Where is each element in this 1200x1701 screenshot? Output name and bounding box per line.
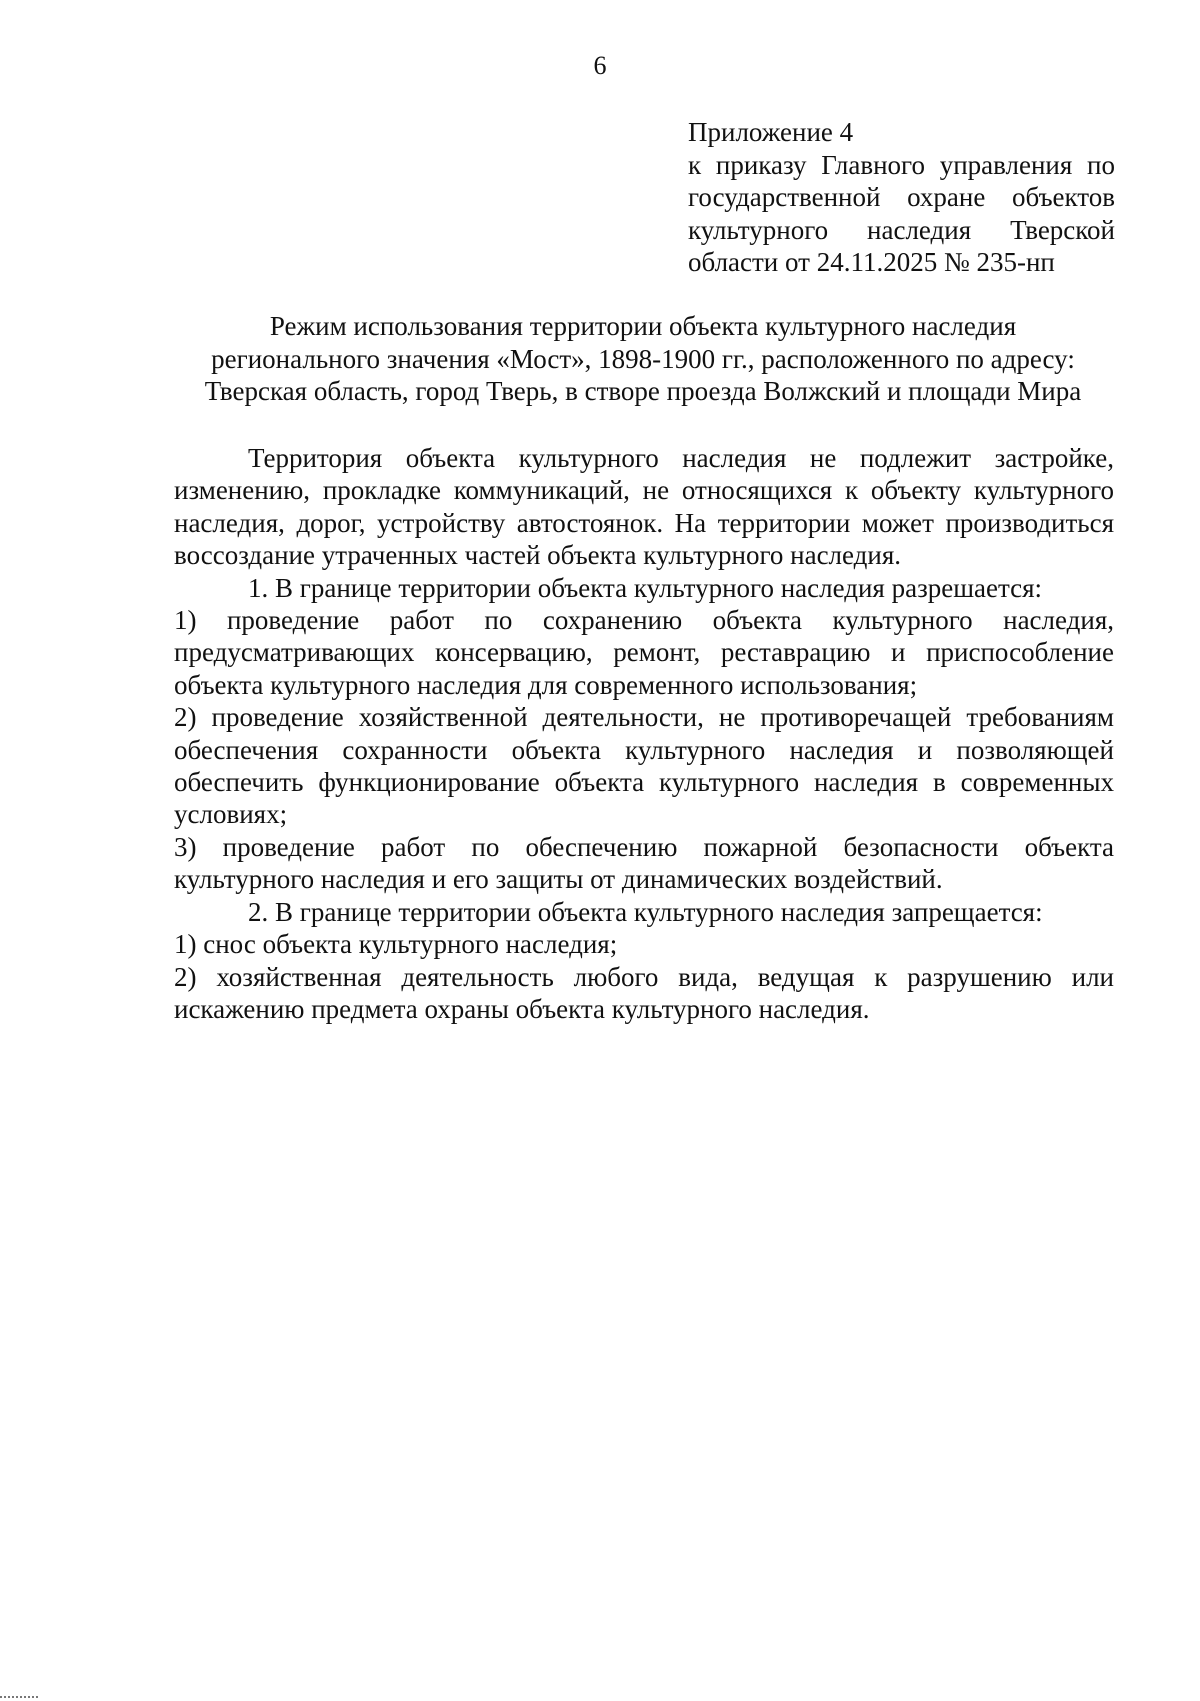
body-line: культурного наследия и его защиты от динамических воздействий. — [174, 864, 943, 895]
section-heading-allowed: 1. В границе территории объекта культурного наследия разрешается: — [248, 572, 1043, 603]
prohibited-item-2 — [174, 961, 1114, 1026]
document-title — [170, 310, 1116, 408]
body-line: обеспечения сохранности объекта культурного наследия и позволяющей — [174, 734, 1114, 765]
title-line: Режим использования территории объекта культурного наследия — [269, 311, 1017, 341]
body-line: объекта культурного наследия для современного использования; — [174, 669, 918, 700]
intro-paragraph — [174, 442, 1114, 572]
scan-artifact — [0, 1696, 38, 1701]
appendix-line: к приказу Главного управления по — [688, 149, 1115, 180]
page-number: 6 — [593, 51, 607, 80]
title-line: Тверская область, город Тверь, в створе проезда Волжский и площади Мира — [204, 376, 1082, 406]
body-line: 2) проведение хозяйственной деятельности, не противоречащей требованиям — [174, 702, 1114, 733]
allowed-item-3 — [174, 831, 1114, 896]
prohibited-item-1: 1) снос объекта культурного наследия; — [174, 929, 618, 960]
body-line: условиях; — [174, 799, 288, 830]
body-line: обеспечить функционирование объекта культурного наследия в современных — [174, 767, 1114, 798]
document-body — [174, 442, 1114, 1025]
title-line: регионального значения «Мост», 1898-1900 гг., расположенного по адресу: — [211, 343, 1075, 374]
appendix-reference — [688, 116, 1115, 279]
allowed-item-2 — [174, 701, 1114, 831]
body-line: 3) проведение работ по обеспечению пожарной безопасности объекта — [174, 831, 1114, 862]
appendix-line: государственной охране объектов — [688, 182, 1115, 212]
section-heading-prohibited: 2. В границе территории объекта культурного наследия запрещается: — [248, 896, 1043, 927]
appendix-line: культурного наследия Тверской — [688, 214, 1115, 245]
body-line: изменению, прокладке коммуникаций, не относящихся к объекту культурного — [174, 475, 1114, 506]
appendix-line: Приложение 4 — [688, 117, 854, 147]
body-line: Территория объекта культурного наследия не подлежит застройке, — [248, 443, 1114, 473]
body-line: 2) хозяйственная деятельность любого вида, ведущая к разрушению или — [174, 961, 1114, 992]
body-line: искажению предмета охраны объекта культурного наследия. — [174, 993, 870, 1024]
body-line: воссоздание утраченных частей объекта культурного наследия. — [174, 540, 902, 571]
allowed-item-1 — [174, 604, 1114, 701]
body-line: наследия, дорог, устройству автостоянок. На территории может производиться — [174, 507, 1114, 538]
appendix-line: области от 24.11.2025 № 235-нп — [688, 247, 1055, 277]
body-line: 1) проведение работ по сохранению объекта культурного наследия, — [174, 605, 1114, 636]
body-line: предусматривающих консервацию, ремонт, реставрацию и приспособление — [174, 637, 1114, 668]
